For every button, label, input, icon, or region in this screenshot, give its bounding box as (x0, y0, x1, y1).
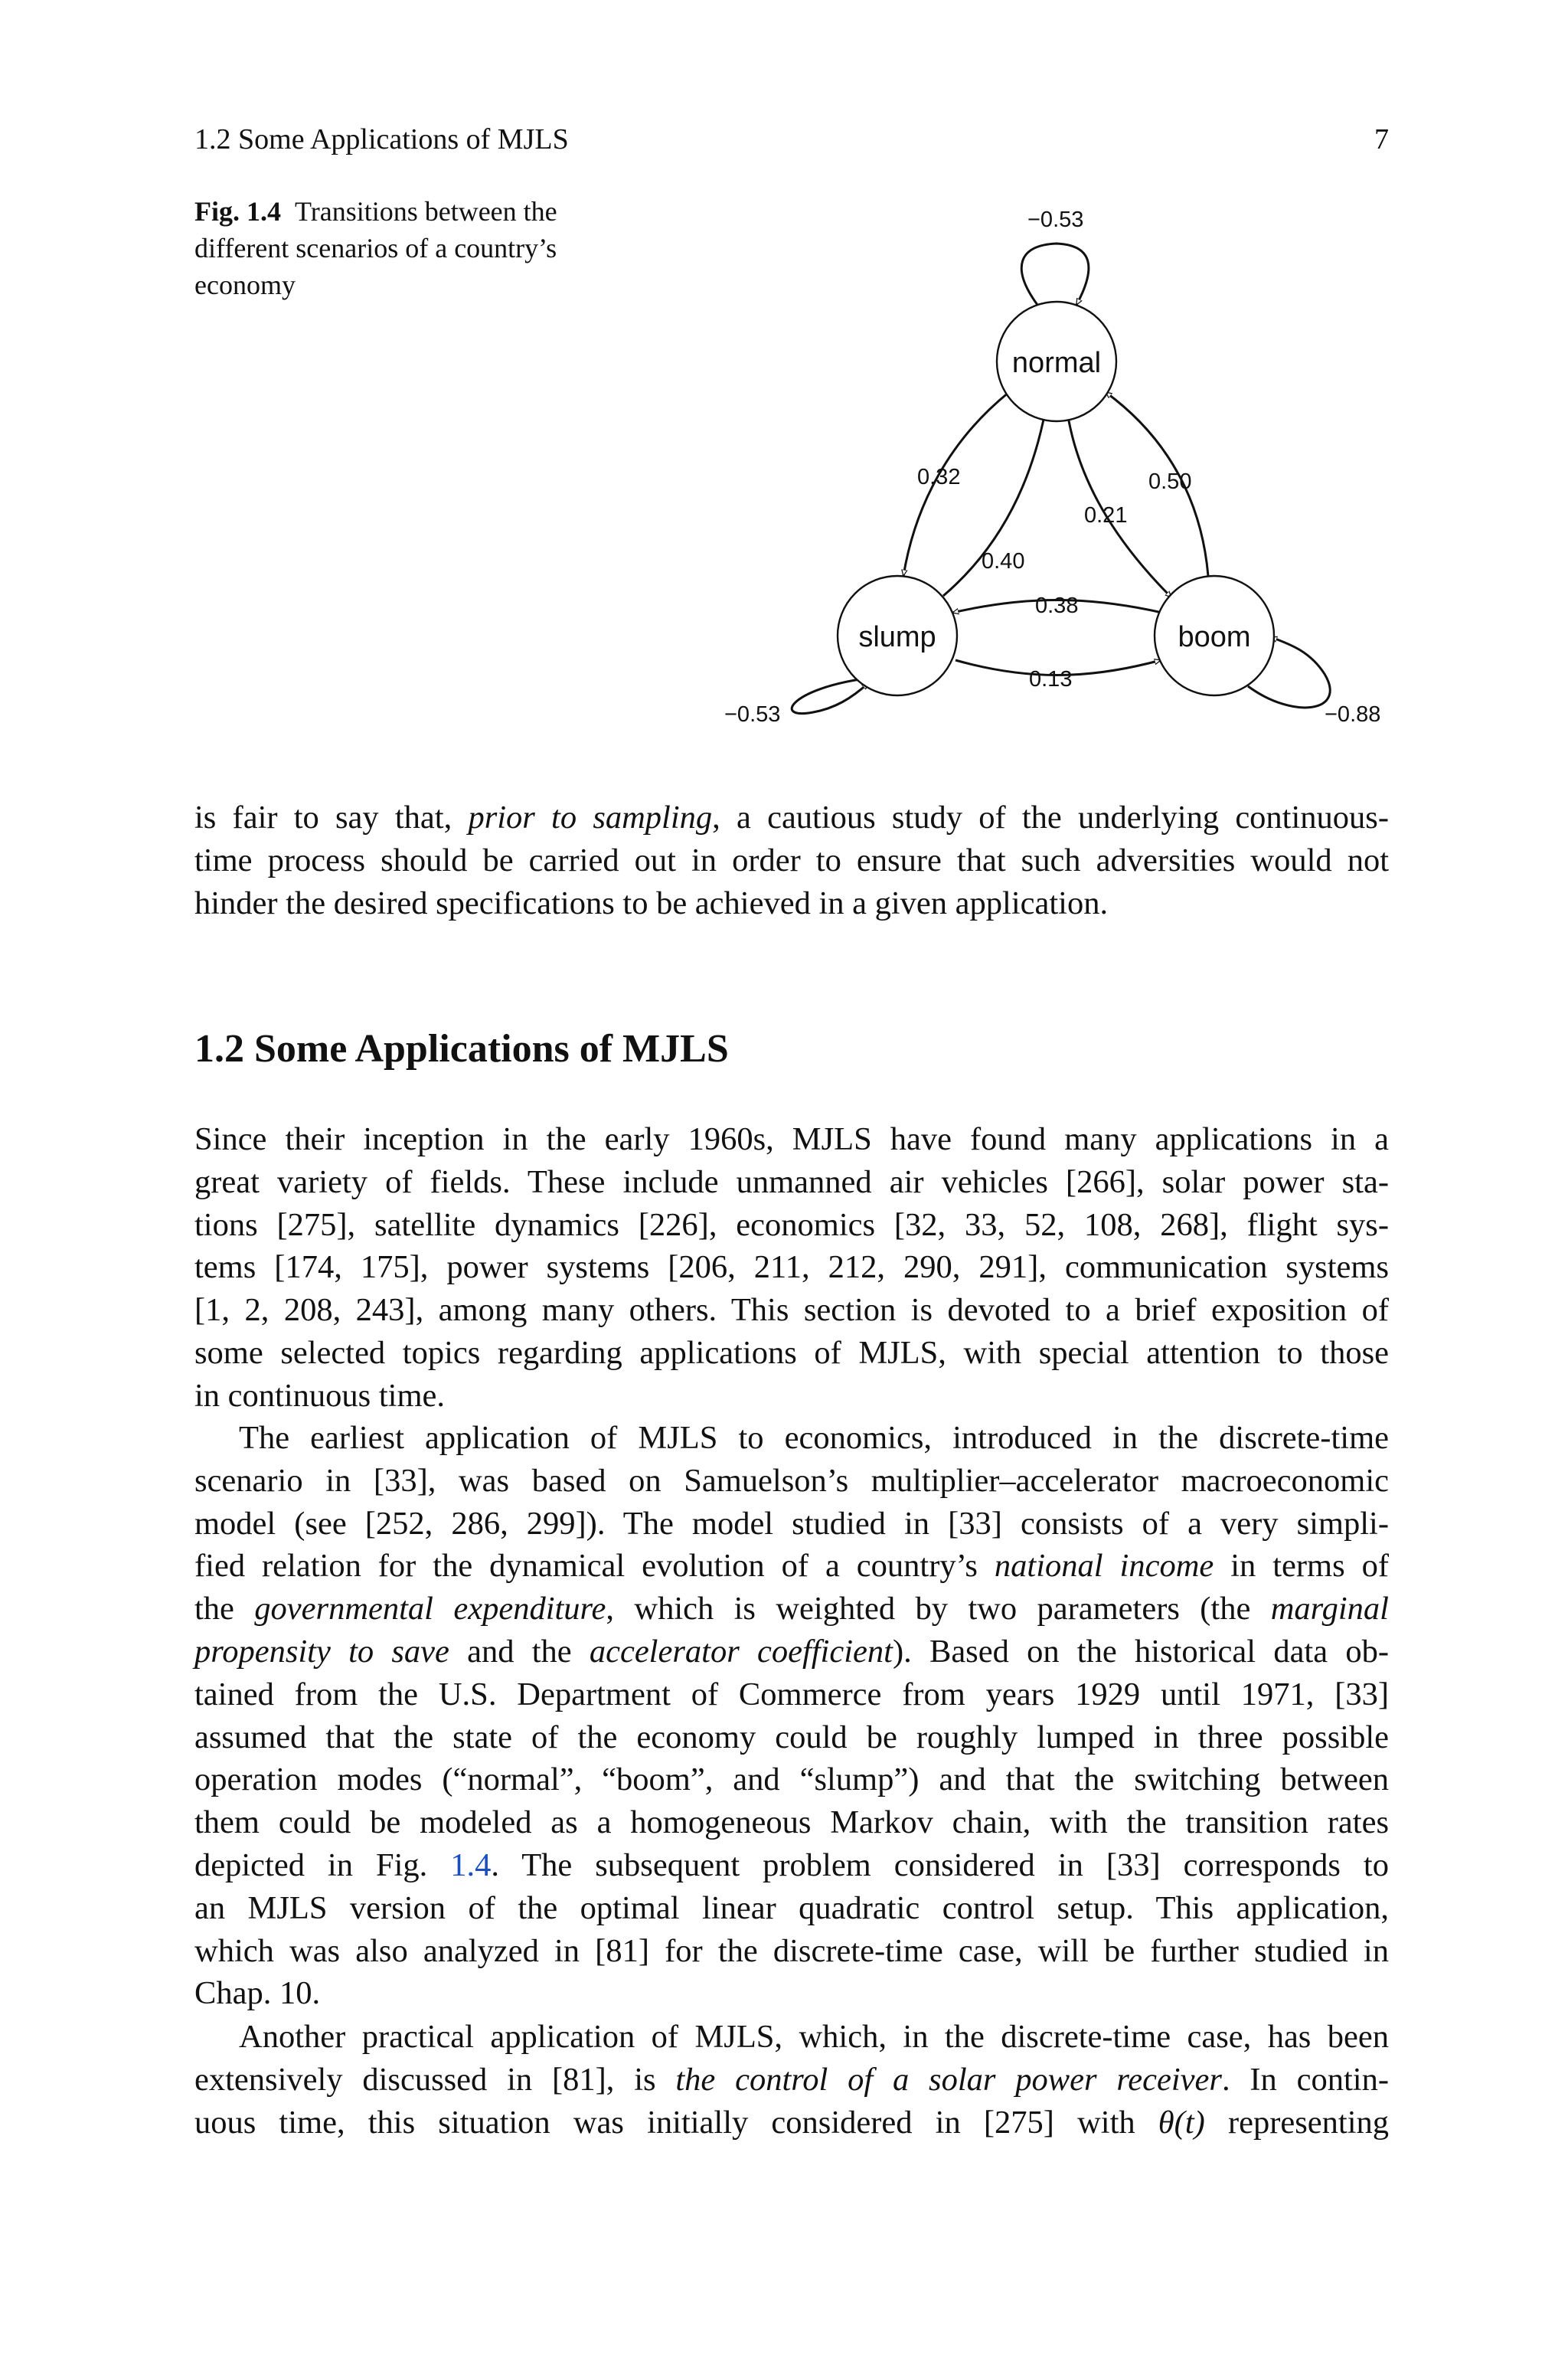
text-line: operation modes (“normal”, “boom”, and “slump”) and that the switching between (194, 1761, 1389, 1798)
edge-label-slump-self: −0.53 (724, 702, 781, 727)
text-line: extensively discussed in [81], is the control of a solar power receiver. In contin- (194, 2061, 1389, 2098)
paragraph-2 (194, 1417, 1389, 2015)
text-line: the governmental expenditure, which is weighted by two parameters (the marginal (194, 1591, 1389, 1627)
math-theta-t: θ(t) (1158, 2104, 1205, 2141)
text-line: tained from the U.S. Department of Commerce from years 1929 until 1971, [33] (194, 1676, 1389, 1712)
text-line: assumed that the state of the economy could be roughly lumped in three possible (194, 1719, 1389, 1755)
paragraph-3 (194, 2016, 1389, 2144)
text-line: hinder the desired specifications to be achieved in a given application. (194, 885, 1109, 921)
text-line: tions [275], satellite dynamics [226], economics [32, 33, 52, 108, 268], flight sys- (194, 1206, 1389, 1243)
figure-label: Fig. 1.4 (194, 196, 281, 227)
markov-chain-diagram (712, 191, 1401, 743)
text-line: Chap. 10. (194, 1975, 321, 2012)
running-head (194, 123, 1389, 161)
text-line: great variety of fields. These include unmanned air vehicles [266], solar power sta- (194, 1163, 1389, 1200)
section-heading: 1.2 Some Applications of MJLS (194, 1027, 729, 1071)
edge-normal-self (1021, 244, 1089, 305)
paragraph-1 (194, 1118, 1389, 1418)
node-boom-label: boom (1178, 621, 1251, 653)
text-line: in continuous time. (194, 1377, 445, 1414)
text-line: Since their inception in the early 1960s, MJLS have found many applications in a (194, 1121, 1389, 1157)
edge-label-boom-to-slump: 0.38 (1035, 594, 1079, 618)
text-line: tems [174, 175], power systems [206, 211, 212, 290, 291], communication systems (194, 1249, 1389, 1286)
text-line: time process should be carried out in order to ensure that such adversities would not (194, 842, 1389, 878)
text-line: scenario in [33], was based on Samuelson’s multiplier–accelerator macroeconomic (194, 1462, 1389, 1499)
text-line: model (see [252, 286, 299]). The model studied in [33] consists of a very simpli- (194, 1505, 1389, 1542)
node-normal-label: normal (1011, 347, 1102, 379)
text-line: some selected topics regarding applications of MJLS, with special attention to those (194, 1334, 1389, 1371)
edge-label-slump-to-boom: 0.13 (1029, 667, 1073, 692)
text-line: them could be modeled as a homogeneous Markov chain, with the transition rates (194, 1804, 1389, 1841)
edge-label-boom-self: −0.88 (1325, 702, 1381, 727)
edge-slump-self (792, 679, 868, 714)
text-line: uous time, this situation was initially considered in [275] with θ(t) representing (194, 2104, 1389, 2141)
paragraph-intro (194, 796, 1389, 924)
text-line: is fair to say that, prior to sampling, a cautious study of the underlying continuous- (194, 800, 1389, 836)
text-line: propensity to save and the accelerator coefficient). Based on the historical data ob- (194, 1633, 1389, 1670)
text-line: [1, 2, 208, 243], among many others. This section is devoted to a brief exposition of (194, 1292, 1389, 1329)
figure-caption (194, 193, 593, 303)
edge-label-boom-to-normal: 0.50 (1148, 469, 1192, 494)
edge-label-slump-to-normal: 0.40 (982, 549, 1025, 574)
edge-label-normal-to-slump: 0.32 (917, 465, 961, 489)
node-slump-label: slump (858, 621, 936, 653)
text-line: which was also analyzed in [81] for the discrete-time case, will be further studied in (194, 1932, 1389, 1969)
text-line: fied relation for the dynamical evolution of a country’s national income in terms of (194, 1548, 1389, 1585)
page-number: 7 (1374, 123, 1389, 155)
edge-label-normal-self: −0.53 (1027, 208, 1084, 232)
text-line: an MJLS version of the optimal linear quadratic control setup. This application, (194, 1889, 1389, 1926)
figure-reference-link[interactable]: 1.4 (450, 1846, 492, 1883)
text-line: depicted in Fig. 1.4. The subsequent problem considered in [33] corresponds to (194, 1846, 1389, 1883)
running-head-section: 1.2 Some Applications of MJLS (194, 123, 569, 155)
figure-caption-text: Transitions between the different scenarios of a country’s economy (194, 196, 557, 300)
text-line: The earliest application of MJLS to economics, introduced in the discrete-time (239, 1420, 1389, 1456)
text-line: Another practical application of MJLS, which, in the discrete-time case, has been (239, 2019, 1389, 2055)
edge-label-normal-to-boom: 0.21 (1084, 503, 1128, 528)
